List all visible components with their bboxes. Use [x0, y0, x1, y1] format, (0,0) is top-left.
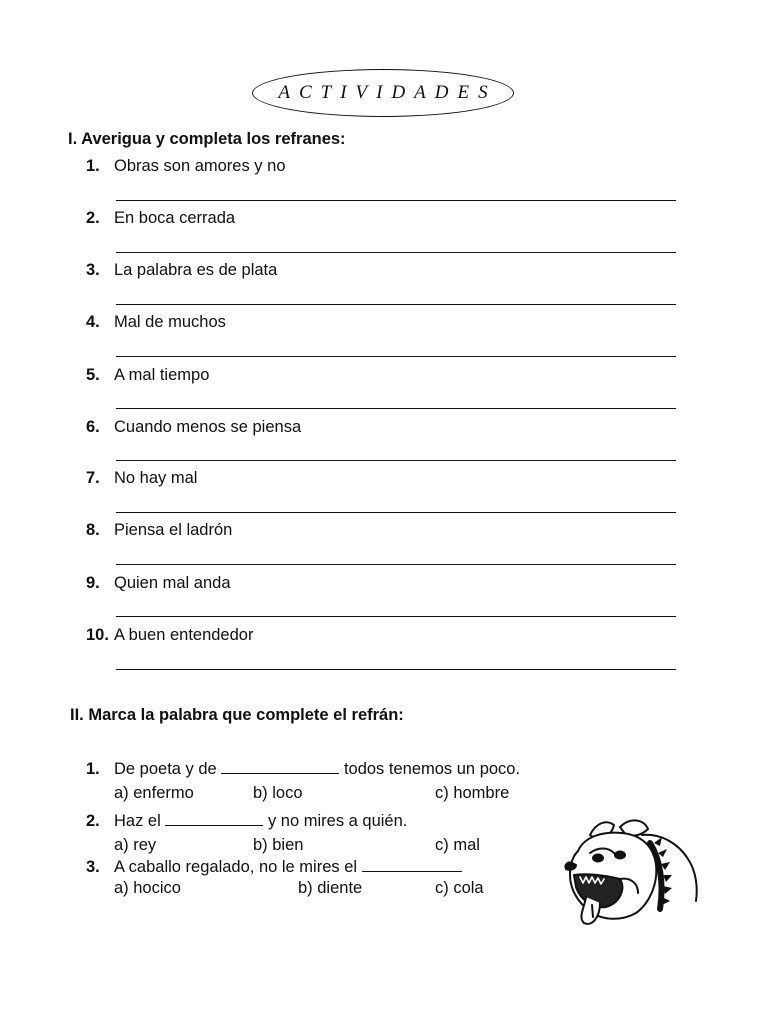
- item-text: Piensa el ladrón: [114, 521, 233, 539]
- option[interactable]: b) loco: [253, 784, 303, 802]
- item-text: La palabra es de plata: [114, 261, 278, 279]
- question-text-before: De poeta y de: [114, 760, 217, 778]
- question-text-after: y no mires a quién.: [267, 812, 408, 830]
- question-text-before: A caballo regalado, no le mires el: [114, 858, 358, 876]
- proverb-item: [86, 418, 301, 437]
- answer-line[interactable]: [116, 460, 676, 461]
- answer-line[interactable]: [116, 616, 676, 617]
- proverb-item: [86, 626, 253, 645]
- proverb-item: [86, 261, 277, 280]
- item-text: Obras son amores y no: [114, 157, 286, 175]
- item-number: 5.: [86, 366, 100, 384]
- item-number: 2.: [86, 209, 100, 227]
- answer-line[interactable]: [116, 408, 676, 409]
- fill-blank[interactable]: [362, 857, 462, 872]
- item-text: No hay mal: [114, 469, 198, 487]
- answer-line[interactable]: [116, 669, 676, 670]
- item-number: 2.: [86, 812, 100, 830]
- item-number: 7.: [86, 469, 100, 487]
- item-number: 8.: [86, 521, 100, 539]
- item-text: Quien mal anda: [114, 574, 231, 592]
- fill-blank[interactable]: [165, 811, 263, 826]
- proverb-item: [86, 521, 232, 540]
- answer-line[interactable]: [116, 512, 676, 513]
- option[interactable]: c) hombre: [435, 784, 510, 802]
- answer-line[interactable]: [116, 200, 676, 201]
- option[interactable]: a) rey: [114, 836, 157, 854]
- proverb-item: [86, 209, 235, 228]
- answer-line[interactable]: [116, 564, 676, 565]
- item-text: Cuando menos se piensa: [114, 418, 302, 436]
- option[interactable]: c) mal: [435, 836, 480, 854]
- page-title: ACTIVIDADES: [278, 82, 497, 103]
- bulldog-illustration: [550, 813, 700, 928]
- fill-blank[interactable]: [221, 759, 339, 774]
- option[interactable]: c) cola: [435, 879, 484, 897]
- section-2-heading: II. Marca la palabra que complete el refrán:: [70, 706, 404, 724]
- item-text: En boca cerrada: [114, 209, 236, 227]
- proverb-item: [86, 313, 226, 332]
- question-text-before: Haz el: [114, 812, 161, 830]
- item-number: 6.: [86, 418, 100, 436]
- option[interactable]: b) bien: [253, 836, 304, 854]
- section-1-heading: I. Averigua y completa los refranes:: [68, 130, 346, 148]
- question-1: [86, 759, 520, 779]
- option[interactable]: a) hocico: [114, 879, 181, 897]
- option[interactable]: b) diente: [298, 879, 363, 897]
- answer-line[interactable]: [116, 252, 676, 253]
- item-number: 3.: [86, 858, 100, 876]
- question-2: [86, 811, 407, 831]
- proverb-item: [86, 157, 286, 176]
- item-text: A buen entendedor: [114, 626, 254, 644]
- proverb-item: [86, 469, 197, 488]
- proverb-item: [86, 574, 231, 593]
- item-number: 4.: [86, 313, 100, 331]
- question-3: [86, 857, 462, 877]
- item-number: 9.: [86, 574, 100, 592]
- title-oval: [252, 69, 514, 117]
- item-number: 1.: [86, 760, 100, 778]
- proverb-item: [86, 366, 209, 385]
- answer-line[interactable]: [116, 304, 676, 305]
- item-number: 10.: [86, 626, 109, 644]
- item-number: 1.: [86, 157, 100, 175]
- item-text: Mal de muchos: [114, 313, 226, 331]
- answer-line[interactable]: [116, 356, 676, 357]
- item-text: A mal tiempo: [114, 366, 210, 384]
- option[interactable]: a) enfermo: [114, 784, 194, 802]
- question-text-after: todos tenemos un poco.: [343, 760, 521, 778]
- item-number: 3.: [86, 261, 100, 279]
